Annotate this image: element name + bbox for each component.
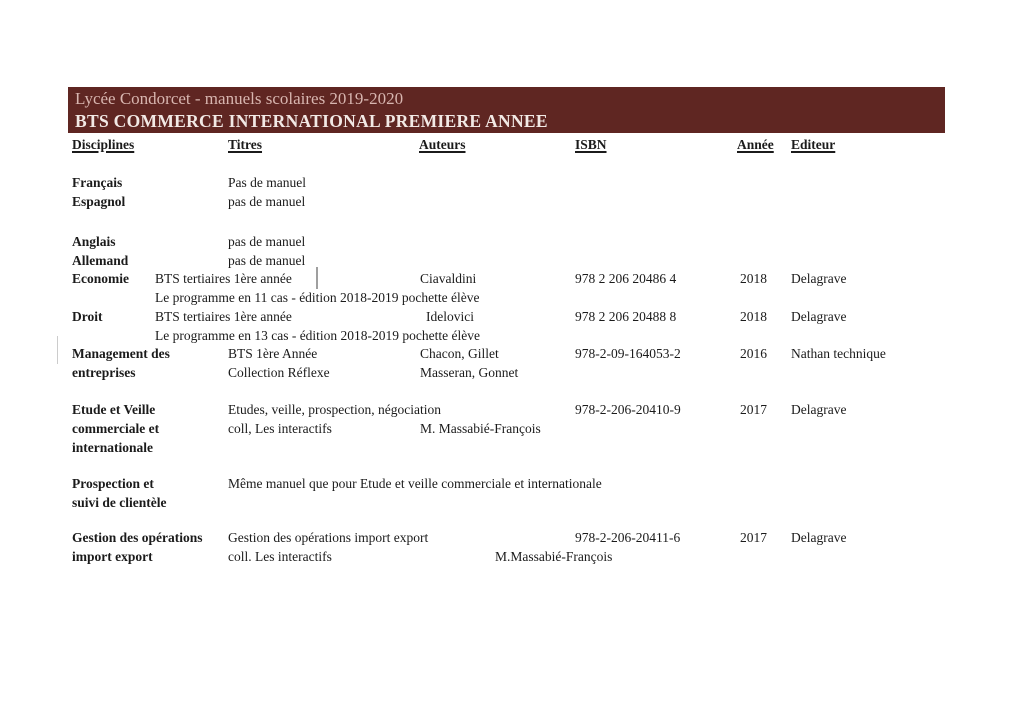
cell-discipline: Prospection et <box>72 476 154 491</box>
cell-annee: 2017 <box>740 402 767 417</box>
school-title: Lycée Condorcet - manuels scolaires 2019-2020 <box>75 89 404 108</box>
cell-discipline: import export <box>72 549 153 564</box>
cell-titre: pas de manuel <box>228 194 306 209</box>
cell-annee: 2018 <box>740 309 767 324</box>
cell-discipline: commerciale et <box>72 421 160 436</box>
cell-titre: coll, Les interactifs <box>228 421 332 436</box>
document-title: BTS COMMERCE INTERNATIONAL PREMIERE ANNEE <box>75 111 548 131</box>
cell-titre: BTS tertiaires 1ère année <box>155 271 292 286</box>
cell-discipline: Espagnol <box>72 194 126 209</box>
cell-titre: BTS tertiaires 1ère année <box>155 309 292 324</box>
cell-titre: Gestion des opérations import export <box>228 530 429 545</box>
cell-isbn: 978-2-09-164053-2 <box>575 346 681 361</box>
cell-annee: 2016 <box>740 346 767 361</box>
cell-titre: pas de manuel <box>228 253 306 268</box>
cell-discipline: entreprises <box>72 365 136 380</box>
cell-isbn: 978 2 206 20486 4 <box>575 271 677 286</box>
column-header-annee: Année <box>737 137 774 152</box>
cell-editeur: Delagrave <box>791 530 847 545</box>
cell-isbn: 978 2 206 20488 8 <box>575 309 677 324</box>
cell-titre: Le programme en 11 cas - édition 2018-2019 pochette élève <box>155 290 480 305</box>
cell-discipline: Economie <box>72 271 129 286</box>
cell-discipline: Gestion des opérations <box>72 530 203 545</box>
cell-editeur: Delagrave <box>791 271 847 286</box>
cell-discipline: internationale <box>72 440 153 455</box>
cell-discipline: Français <box>72 175 123 190</box>
cell-discipline: Management des <box>72 346 170 361</box>
cell-titre: BTS 1ère Année <box>228 346 318 361</box>
column-header-isbn: ISBN <box>575 137 607 152</box>
column-header-titres: Titres <box>228 137 263 152</box>
cell-discipline: Droit <box>72 309 103 324</box>
header-banner <box>68 87 945 133</box>
cell-titre: Collection Réflexe <box>228 365 330 380</box>
cell-auteur: M. Massabié-François <box>420 421 541 436</box>
column-header-disciplines: Disciplines <box>72 137 135 152</box>
scan-line-artifact <box>57 336 58 364</box>
cell-titre: Etudes, veille, prospection, négociation <box>228 402 441 417</box>
cell-isbn: 978-2-206-20411-6 <box>575 530 681 545</box>
cell-annee: 2017 <box>740 530 767 545</box>
cell-discipline: Allemand <box>72 253 129 268</box>
cell-auteur: M.Massabié-François <box>495 549 613 564</box>
cell-editeur: Nathan technique <box>791 346 886 361</box>
cell-titre: Le programme en 13 cas - édition 2018-2019 pochette élève <box>155 328 481 343</box>
cell-titre: pas de manuel <box>228 234 306 249</box>
cell-isbn: 978-2-206-20410-9 <box>575 402 681 417</box>
cell-discipline: Anglais <box>72 234 116 249</box>
cell-titre: coll. Les interactifs <box>228 549 332 564</box>
cell-editeur: Delagrave <box>791 309 847 324</box>
cell-auteur: Chacon, Gillet <box>420 346 499 361</box>
cell-titre: Pas de manuel <box>228 175 306 190</box>
cell-auteur: Idelovici <box>426 309 474 324</box>
cell-editeur: Delagrave <box>791 402 847 417</box>
cell-discipline: suivi de clientèle <box>72 495 167 510</box>
cell-discipline: Etude et Veille <box>72 402 156 417</box>
text-cursor-artifact <box>316 267 318 289</box>
column-header-editeur: Editeur <box>791 137 836 152</box>
column-header-auteurs: Auteurs <box>419 137 466 152</box>
cell-auteur: Ciavaldini <box>420 271 477 286</box>
cell-auteur: Masseran, Gonnet <box>420 365 519 380</box>
cell-annee: 2018 <box>740 271 767 286</box>
cell-titre: Même manuel que pour Etude et veille commerciale et internationale <box>228 476 602 491</box>
